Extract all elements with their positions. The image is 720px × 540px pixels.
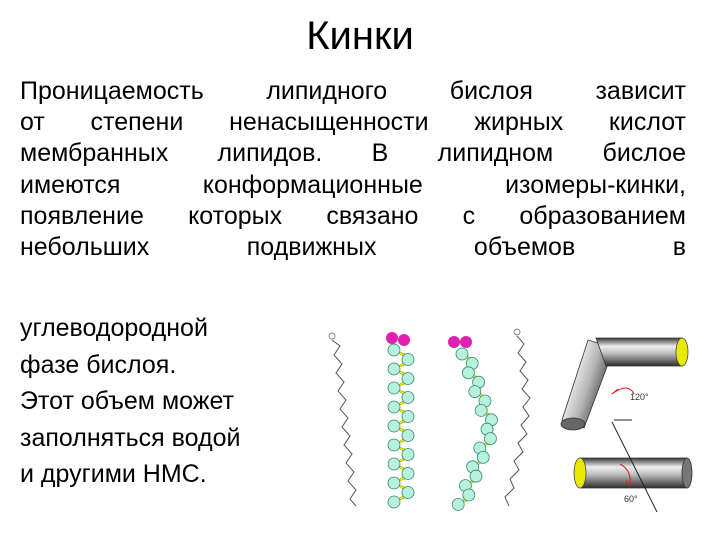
slide-title: Кинки [306,14,414,58]
carbon-atom [463,489,475,501]
kink-illustration [312,322,717,522]
head-group-atom [448,336,460,348]
continuation-line: углеводородной [20,314,208,342]
paragraph-line: появление которых связано с образованием [20,201,686,230]
continuation-text [20,310,240,493]
carbon-atom [462,367,474,379]
carbon-atom [388,477,400,489]
carbon-atom [477,451,489,463]
head-group-atom [460,336,472,348]
carbon-atom [452,498,464,510]
skeletal-chain-straight [332,340,356,506]
space-filling-chain-straight [386,332,414,508]
carbon-atom [484,433,496,445]
carbon-atom [470,470,482,482]
head-group-atom [398,334,410,346]
paragraph-line: мембранных липидов. В липидном бислое [20,139,686,168]
carbon-atom [402,468,414,480]
skeletal-chain-kinked [505,336,530,506]
angle-label-120: 120° [630,392,649,402]
carbon-atom [475,404,487,416]
carbon-atom [388,401,400,413]
main-paragraph [20,76,686,263]
carbon-atom [402,487,414,499]
space-filling-chain-kinked [448,336,497,510]
carbon-atom [388,439,400,451]
carbon-atom [388,458,400,470]
continuation-line: Этот объем может [20,387,235,415]
carbon-atom [388,496,400,508]
carbon-atom [388,363,400,375]
carbon-atom [388,420,400,432]
angle-label-60: 60° [624,494,638,504]
continuation-line: заполняться водой [20,423,241,452]
bent-tube-60 [574,458,692,488]
chain-head-atom [329,333,335,339]
paragraph-line: Проницаемость липидного бислоя зависит [20,77,686,105]
paragraph-line: небольших подвижных объемов в [20,233,686,262]
carbon-atom [402,411,414,423]
carbon-atom [388,344,400,356]
carbon-atom [402,373,414,385]
continuation-line: и другими НМС. [20,460,207,488]
kink-illustration-svg [312,322,717,522]
head-group-atom [386,332,398,344]
bent-tube-120 [561,338,688,430]
carbon-atom [388,382,400,394]
carbon-atom [402,449,414,461]
carbon-atom [469,386,481,398]
paragraph-line: имеются конформационные изомеры-кинки, [20,170,686,199]
carbon-atom [402,430,414,442]
carbon-atom [456,348,468,360]
carbon-atom [402,354,414,366]
chain-head-atom [514,329,520,335]
carbon-atom [402,392,414,404]
paragraph-line: от степени ненасыщенности жирных кислот [20,108,686,137]
continuation-line: фазе бислоя. [20,350,177,379]
